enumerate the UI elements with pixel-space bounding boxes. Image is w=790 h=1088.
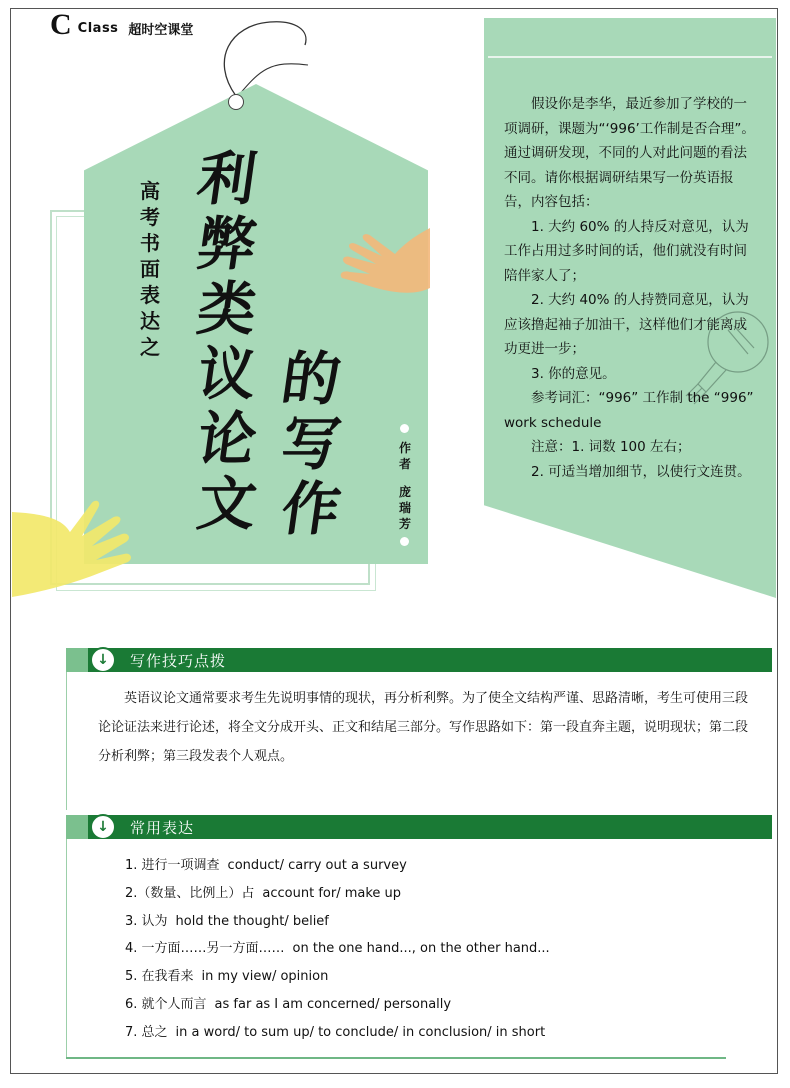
author-name: 庞瑞芳 bbox=[398, 485, 411, 531]
down-arrow-circle-icon: ↓ bbox=[90, 814, 116, 840]
panel-divider bbox=[488, 56, 772, 58]
list-item bbox=[125, 908, 745, 936]
title-char: 类 bbox=[193, 275, 261, 343]
expressions-list bbox=[125, 852, 745, 1047]
bottom-rule bbox=[66, 1057, 726, 1059]
expression-en: in my view/ opinion bbox=[201, 969, 329, 985]
list-item bbox=[125, 935, 745, 963]
expression-en: in a word/ to sum up/ to conclude/ in conclusion/ in short bbox=[175, 1024, 546, 1040]
title-char: 文 bbox=[193, 470, 261, 538]
expression-cn: 5. 在我看来 bbox=[125, 969, 194, 985]
brand-chinese: 超时空课堂 bbox=[128, 22, 194, 38]
prompt-text bbox=[504, 92, 756, 484]
title-char: 论 bbox=[193, 405, 261, 473]
dot-icon bbox=[400, 424, 409, 433]
prompt-paragraph: 2. 可适当增加细节，以使行文连贯。 bbox=[531, 463, 751, 480]
tips-title: 写作技巧点拨 bbox=[130, 651, 227, 670]
title-char: 的 bbox=[277, 345, 345, 413]
orange-hand-icon bbox=[340, 228, 430, 303]
title-char: 利 bbox=[193, 145, 261, 213]
list-item bbox=[125, 852, 745, 880]
bar-accent bbox=[66, 648, 88, 672]
list-item bbox=[125, 1019, 745, 1047]
expressions-title: 常用表达 bbox=[130, 818, 195, 837]
subtitle-char: 之 bbox=[140, 335, 160, 359]
expression-cn: 4. 一方面……另一方面…… bbox=[125, 941, 285, 957]
list-item bbox=[125, 991, 745, 1019]
prompt-paragraph: 注意：1. 词数 100 左右； bbox=[531, 439, 691, 455]
expression-cn: 7. 总之 bbox=[125, 1024, 168, 1040]
expressions-section-bar bbox=[66, 815, 772, 839]
list-item bbox=[125, 880, 745, 908]
yellow-hand-icon bbox=[12, 492, 132, 602]
tips-text bbox=[98, 684, 758, 771]
expression-en: on the one hand..., on the other hand... bbox=[292, 941, 550, 957]
author-label: 作者 bbox=[398, 441, 411, 471]
magazine-header bbox=[50, 8, 194, 41]
expression-en: as far as I am concerned/ personally bbox=[214, 996, 452, 1012]
subtitle-char: 书 bbox=[140, 231, 160, 255]
title-char: 写 bbox=[277, 410, 345, 478]
down-arrow-circle-icon: ↓ bbox=[90, 647, 116, 673]
expression-cn: 6. 就个人而言 bbox=[125, 996, 207, 1012]
expression-en: account for/ make up bbox=[262, 885, 402, 901]
expression-cn: 1. 进行一项调查 bbox=[125, 858, 220, 873]
title-char: 作 bbox=[277, 475, 345, 543]
subtitle-vertical bbox=[136, 178, 164, 360]
expression-cn: 2.（数量、比例上）占 bbox=[125, 885, 255, 901]
tips-paragraph: 英语议论文通常要求考生先说明事情的现状，再分析利弊。为了使全文结构严谨、思路清晰，考生可使用三段论论证法来进行论述，将全文分成开头、正文和结尾三部分。写作思路如下：第一段直奔主题，说明现状；第二段分析利弊；第三段发表个人观点。 bbox=[98, 691, 749, 764]
expression-en: hold the thought/ belief bbox=[175, 913, 329, 929]
bar-accent bbox=[66, 815, 88, 839]
brand-english: Class bbox=[77, 20, 119, 36]
expression-cn: 3. 认为 bbox=[125, 913, 168, 929]
prompt-paragraph: 假设你是李华，最近参加了学校的一项调研，课题为“‘996’工作制是否合理”。通过调研发现，不同的人对此问题的看法不同。请你根据调研结果写一份英语报告，内容包括： bbox=[504, 96, 755, 210]
prompt-paragraph: 2. 大约 40% 的人持赞同意见，认为应该撸起袖子加油干，这样他们才能离成功更进一步； bbox=[504, 292, 749, 357]
subtitle-char: 高 bbox=[140, 179, 160, 203]
prompt-paragraph: 3. 你的意见。 bbox=[531, 365, 616, 382]
prompt-paragraph: 1. 大约 60% 的人持反对意见，认为工作占用过多时间的话，他们就没有时间陪伴家人了； bbox=[504, 218, 749, 284]
title-char: 议 bbox=[193, 340, 261, 408]
subtitle-char: 达 bbox=[140, 309, 160, 333]
subtitle-char: 面 bbox=[140, 257, 160, 281]
dot-icon bbox=[400, 537, 409, 546]
tag-hole-icon bbox=[228, 94, 244, 110]
subtitle-char: 考 bbox=[140, 205, 160, 229]
title-char: 弊 bbox=[193, 210, 261, 278]
subtitle-char: 表 bbox=[140, 283, 160, 307]
expression-en: conduct/ carry out a survey bbox=[227, 858, 407, 873]
list-item bbox=[125, 963, 745, 991]
c-logo-icon: C bbox=[50, 8, 72, 41]
tips-section-bar bbox=[66, 648, 772, 672]
prompt-paragraph: 参考词汇：“996” 工作制 the “996” work schedule bbox=[504, 390, 754, 431]
